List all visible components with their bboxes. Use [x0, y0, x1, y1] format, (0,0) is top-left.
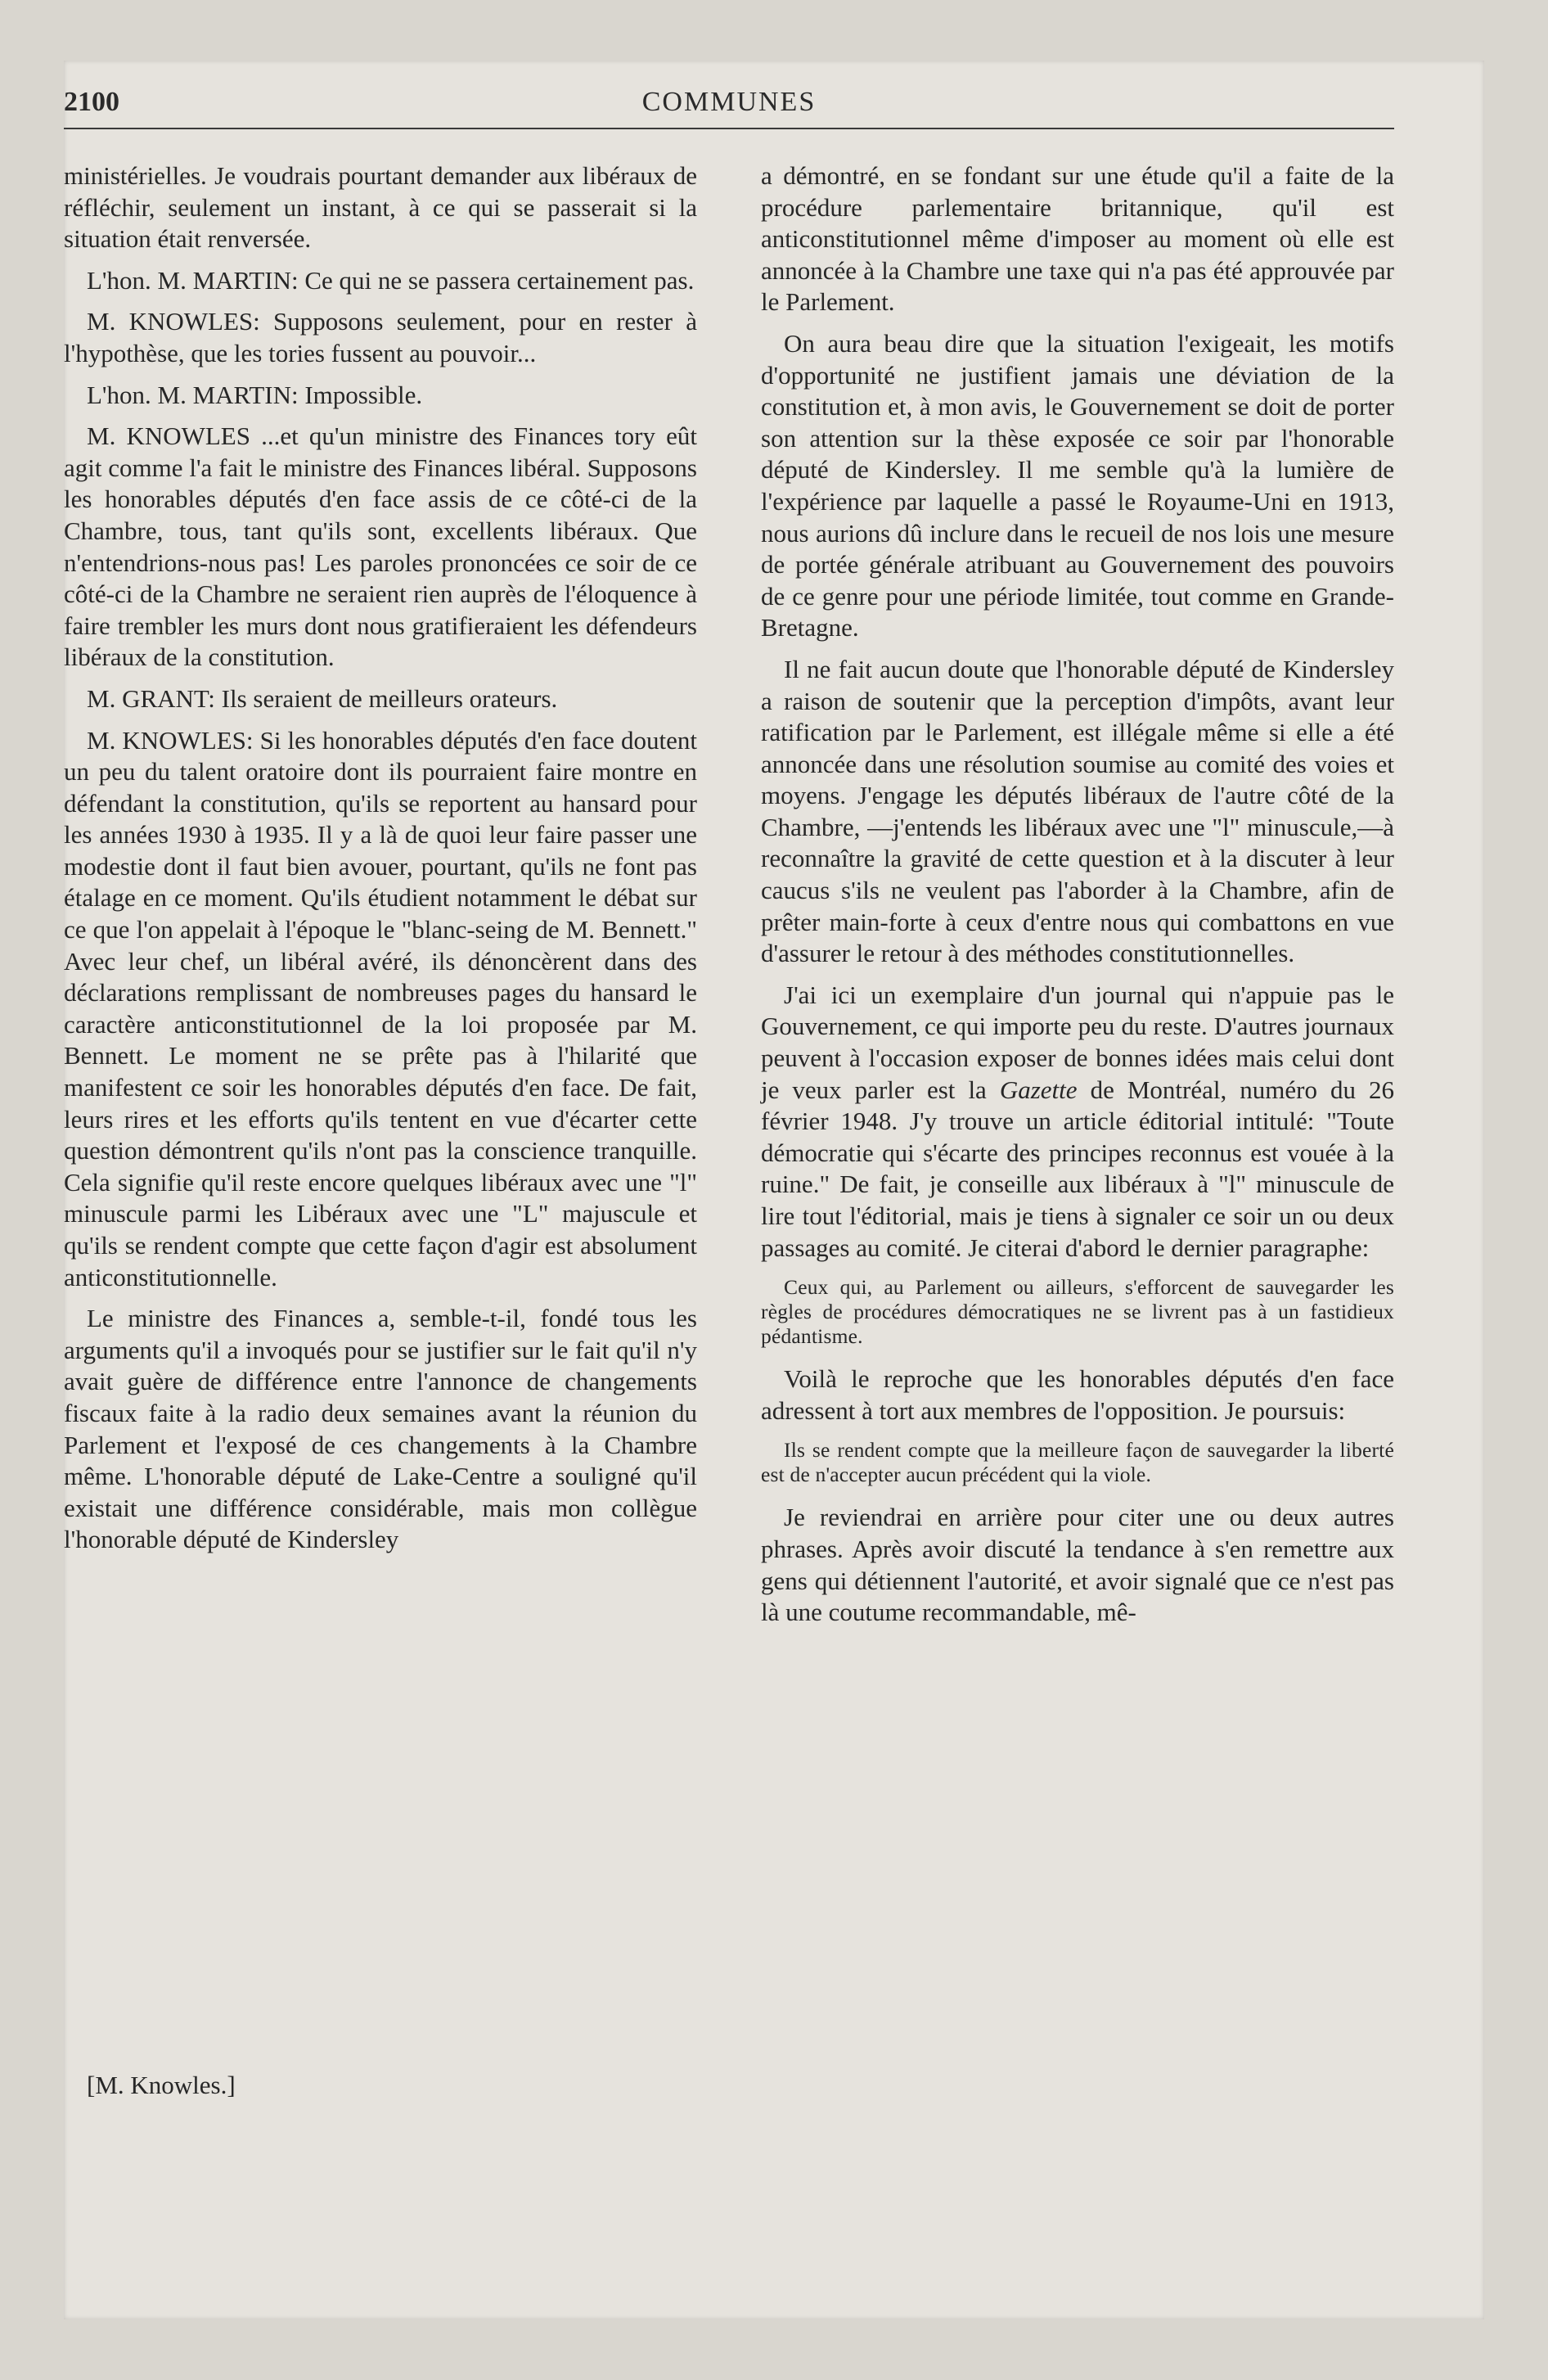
paragraph: M. KNOWLES ...et qu'un ministre des Finances tory eût agit comme l'a fait le ministre des Finances libéral. Supposons les honorables députés d'en face assis de ce côté-ci de la Chambre, tous, tant qu'ils sont, excellents libéraux. Que n'entendrions-nous pas! Les paroles prononcées ce soir de ce côté-ci de la Chambre ne seraient rien auprès de l'éloquence à faire trembler les murs dont nous gratifieraient les défendeurs libéraux de la constitution. [64, 421, 697, 672]
paragraph: M. GRANT: Ils seraient de meilleurs orateurs. [87, 683, 558, 713]
right-column [761, 160, 1394, 1639]
paragraph [761, 980, 1394, 1264]
paragraph: M. KNOWLES: Supposons seulement, pour en rester à l'hypothèse, que les tories fussent au pouvoir... [64, 307, 697, 367]
text-run: J'ai ici un exemplaire d'un journal qui n'appuie pas le Gouvernement, ce qui importe peu du reste. D'autres journaux peuvent à l'occasion exposer de bonnes idées mais celui dont je veux parler est la [761, 980, 1394, 1104]
left-column [64, 160, 697, 1566]
paragraph: ministérielles. Je voudrais pourtant demander aux libéraux de réfléchir, seulement un instant, à ce qui se passerait si la situation était renversée. [64, 161, 697, 254]
text-run: de Montréal, numéro du 26 février 1948. J'y trouve un article éditorial intitulé: "Toute démocratie qui s'écarte des principes reconnus est vouée à la ruine." De fait, je conseille aux libéraux à "l" minuscule de lire tout l'éditorial, mais je tiens à signaler ce soir un ou deux passages au comité. Je citerai d'abord le dernier paragraphe: [761, 1075, 1394, 1262]
block-quote: Ceux qui, au Parlement ou ailleurs, s'efforcent de sauvegarder les règles de procédures démocratiques ne se livrent pas à un fastidieux pédantisme. [761, 1275, 1394, 1349]
block-quote: Ils se rendent compte que la meilleure façon de sauvegarder la liberté est de n'accepter aucun précédent qui la viole. [761, 1438, 1394, 1487]
page-number: 2100 [64, 87, 119, 117]
paragraph: Le ministre des Finances a, semble-t-il, fondé tous les arguments qu'il a invoqués pour se justifier sur le fait qu'il n'y avait guère de différence entre l'annonce de changements fiscaux faite à la radio deux semaines avant la réunion du Parlement et l'exposé de ces changements à la Chambre même. L'honorable député de Lake-Centre a souligné qu'il existait une différence considérable, mais mon collègue l'honorable député de Kindersley [64, 1304, 697, 1554]
newspaper-title: Gazette [999, 1075, 1078, 1104]
paragraph: a démontré, en se fondant sur une étude qu'il a faite de la procédure parlementaire britannique, qu'il est anticonstitutionnel même d'imposer au moment où elle est annoncée à la Chambre une taxe qui n'a pas été approuvée par le Parlement. [761, 161, 1394, 317]
paragraph: Voilà le reproche que les honorables députés d'en face adressent à tort aux membres de l'opposition. Je poursuis: [761, 1364, 1394, 1425]
paragraph: L'hon. M. MARTIN: Ce qui ne se passera certainement pas. [87, 265, 695, 295]
paragraph: Il ne fait aucun doute que l'honorable député de Kindersley a raison de soutenir que la perception d'impôts, avant leur ratification par le Parlement, est illégale même si elle a été annoncée dans une résolution soumise au comité des voies et moyens. J'engage les députés libéraux de l'autre côté de la Chambre, —j'entends les libéraux avec une "l" minuscule,—à reconnaître la gravité de cette question et à la discuter à leur caucus s'ils ne veulent pas l'aborder à la Chambre, afin de prêter main-forte à ceux d'entre nous qui combattons en vue d'assurer le retour à des méthodes constitutionnelles. [761, 654, 1394, 968]
running-head: COMMUNES [641, 87, 817, 117]
speaker-signature: [M. Knowles.] [87, 2071, 236, 2099]
paragraph: Je reviendrai en arrière pour citer une ou deux autres phrases. Après avoir discuté la tendance à s'en remettre aux gens qui détiennent l'autorité, et avoir signalé que ce n'est pas là une coutume recommandable, mê- [761, 1503, 1394, 1627]
paragraph: On aura beau dire que la situation l'exigeait, les motifs d'opportunité ne justifient jamais une déviation de la constitution et, à mon avis, le Gouvernement se doit de porter son attention sur la thèse exposée ce soir par l'honorable député de Kindersley. Il me semble qu'à la lumière de l'expérience par laquelle a passé le Royaume-Uni en 1913, nous aurions dû inclure dans le recueil de nos lois une mesure de portée générale atribuant au Gouvernement des pouvoirs de ce genre pour une période limitée, tout comme en Grande-Bretagne. [761, 328, 1394, 642]
paragraph: L'hon. M. MARTIN: Impossible. [87, 380, 423, 409]
paragraph: M. KNOWLES: Si les honorables députés d'en face doutent un peu du talent oratoire dont ils pourraient faire montre en défendant la constitution, qu'ils se reportent au hansard pour les années 1930 à 1935. Il y a là de quoi leur faire passer une modestie dont il faut bien avouer, pourtant, qu'ils ne font pas étalage en ce moment. Qu'ils étudient notamment le débat sur ce que l'on appelait à l'époque le "blanc-seing de M. Bennett." Avec leur chef, un libéral avéré, ils dénoncèrent dans des déclarations remplissant de nombreuses pages du hansard le caractère anticonstitutionnel de la loi proposée par M. Bennett. Le moment ne se prête pas à l'hilarité que manifestent ce soir les honorables députés d'en face. De fait, leurs rires et les efforts qu'ils tentent en vue d'écarter cette question démontrent qu'ils n'ont pas la conscience tranquille. Cela signifie qu'il reste encore quelques libéraux avec une "l" minuscule parmi les Libéraux avec une "L" majuscule et qu'ils se rendent compte que cette façon d'agir est absolument anticonstitutionnelle. [64, 725, 697, 1291]
header-rule [64, 128, 1394, 129]
